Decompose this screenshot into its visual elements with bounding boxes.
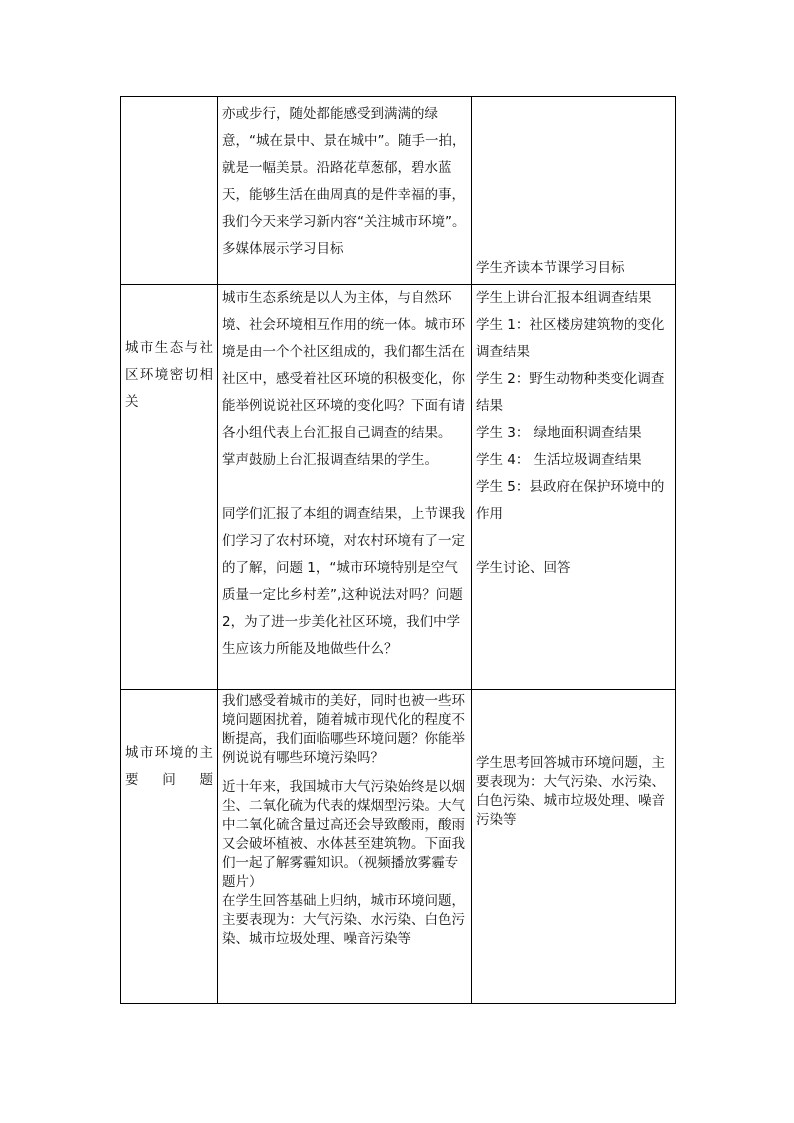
teacher-paragraph: 多媒体展示学习目标 <box>222 241 344 257</box>
student-paragraph: 学生思考回答城市环境问题，主要表现为：大气污染、水污染、白色污染、城市垃圾处理、噪音污染等 <box>476 755 665 828</box>
teacher-paragraph: 在学生回答基础上归纳，城市环境问题，主要表现为：大气污染、水污染、白色污染、城市垃圾处理、噪音污染等 <box>222 893 465 947</box>
table-row <box>121 285 676 690</box>
student-activity-cell <box>472 690 676 1004</box>
student-paragraph: 学生 3： 绿地面积调查结果 <box>476 425 642 441</box>
teacher-paragraph: 我们感受着城市的美好，同时也被一些环境问题困扰着，随着城市现代化的程度不断提高，我们面临哪些环境问题？你能举例说说有哪些环境污染吗？ <box>222 693 465 766</box>
teacher-paragraph: 掌声鼓励上台汇报调查结果的学生。 <box>222 452 438 468</box>
teacher-paragraph: 同学们汇报了本组的调查结果，上节课我们学习了农村环境，对农村环境有了一定的了解，问题 1，“城市环境特别是空气质量一定比乡村差”,这种说法对吗？问题 2，为了进一步美化社区环境，我们中学生应该力所能及地做些什么？ <box>222 506 465 657</box>
student-paragraph: 学生上讲台汇报本组调查结果 <box>476 290 652 306</box>
table-row <box>121 97 676 285</box>
section-label-cell <box>121 97 218 285</box>
student-paragraph: 学生讨论、回答 <box>476 560 571 576</box>
teacher-paragraph: 城市生态系统是以人为主体，与自然环境、社会环境相互作用的统一体。城市环境是由一个个社区组成的，我们都生活在社区中，感受着社区环境的积极变化，你能举例说说社区环境的变化吗？下面有请各小组代表上台汇报自己调查的结果。 <box>222 290 465 441</box>
lesson-plan-table <box>120 96 676 1004</box>
teacher-activity-cell <box>218 97 472 285</box>
teacher-paragraph: 近十年来，我国城市大气污染始终是以烟尘、二氧化硫为代表的煤烟型污染。大气中二氧化硫含量过高还会导致酸雨，酸雨又会破坏植被、水体甚至建筑物。下面我们一起了解雾霾知识。（视频播放雾霾专题片） <box>222 779 465 890</box>
teacher-activity-cell <box>218 285 472 690</box>
student-paragraph: 学生 5：县政府在保护环境中的作用 <box>476 479 665 522</box>
student-activity-cell <box>472 97 676 285</box>
teacher-paragraph: 亦或步行，随处都能感受到满满的绿意，“城在景中、景在城中”。随手一拍，就是一幅美景。沿路花草葱郁，碧水蓝天，能够生活在曲周真的是件幸福的事，我们今天来学习新内容“关注城市环境”。 <box>222 106 466 230</box>
teacher-activity-cell <box>218 690 472 1004</box>
table-row <box>121 690 676 1004</box>
student-paragraph: 学生齐读本节课学习目标 <box>476 260 625 276</box>
section-label: 城市生态与社区环境密切相关 <box>125 340 213 410</box>
student-paragraph: 学生 2：野生动物种类变化调查结果 <box>476 371 665 414</box>
student-paragraph: 学生 4： 生活垃圾调查结果 <box>476 452 642 468</box>
section-label: 城市环境的主要问题 <box>125 745 213 788</box>
section-label-cell <box>121 285 218 690</box>
student-activity-cell <box>472 285 676 690</box>
student-paragraph: 学生 1：社区楼房建筑物的变化调查结果 <box>476 317 665 360</box>
section-label-cell <box>121 690 218 1004</box>
